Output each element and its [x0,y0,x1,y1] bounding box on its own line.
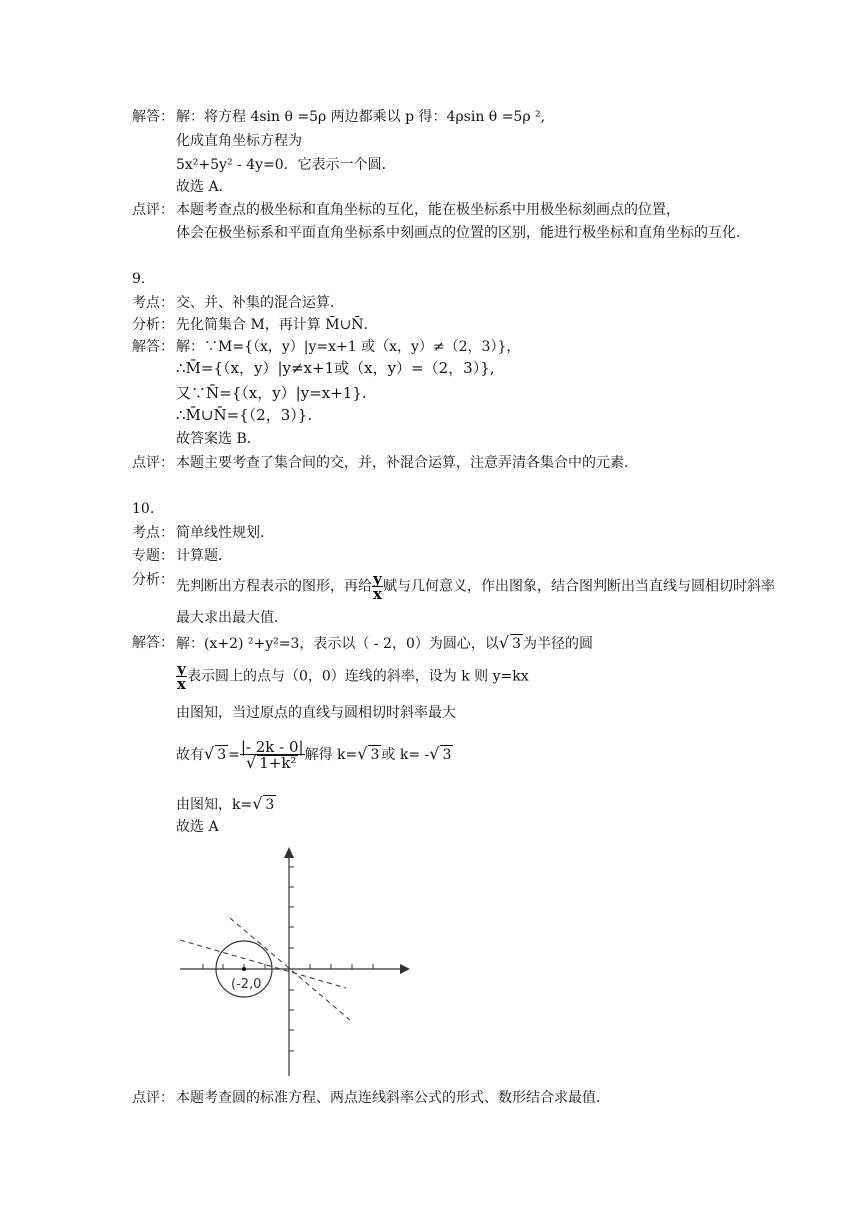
fraction-y-over-x: $\frac{y}{x}$ [373,570,382,603]
subject-label-10: 专题： [132,548,174,564]
answer-line: 由图知，k=√ 3 [176,794,275,813]
tangent-line-shallow [180,940,346,988]
answer-line: 5x²+5y² - 4y=0．它表示一个圆． [176,157,396,173]
x-axis-ticks [203,964,373,969]
answer-line: 解：将方程 4sin θ =5ρ 两边都乘以 p 得：4ρsin θ =5ρ ², [176,109,546,125]
answer-label-8: 解答： [132,109,174,125]
review-text: 本题考查点的极坐标和直角坐标的互化，能在极坐标系中用极坐标刻画点的位置， [176,202,680,218]
problem-number-9: 9. [132,271,146,287]
topic-text: 交、并、补集的混合运算． [176,295,344,311]
analysis-text: 先判断出方程表示的图形，再给 $\frac{y}{x}$ 赋与几何意义，作出图象，结合图判断出当直线与圆相切时斜率 [176,570,775,603]
x-axis-arrow [400,964,410,974]
sqrt-symbol: √ [498,633,510,652]
answer-label-10: 解答： [132,635,174,651]
topic-label-9: 考点： [132,295,174,311]
answer-line: ∴M̄∪N̄={（2，3）}. [176,406,313,424]
y-axis-ticks [289,867,294,1051]
review-label-10: 点评： [132,1090,174,1106]
answer-line: $\frac{y}{x}$ 表示圆上的点与（0，0）连线的斜率，设为 k 则 y=kx [177,660,529,693]
analysis-label-9: 分析： [132,317,174,333]
review-text: 本题考查圆的标准方程、两点连线斜率公式的形式、数形结合求最值． [176,1090,610,1106]
topic-text: 简单线性规划． [176,525,274,541]
circle-center-point [242,967,246,971]
review-text: 本题主要考查了集合间的交，并，补混合运算，注意弄清各集合中的元素． [176,455,638,471]
review-text: 体会在极坐标系和平面直角坐标系中刻画点的位置的区别，能进行极坐标和直角坐标的互化． [176,225,750,241]
answer-line: 化成直角坐标方程为 [176,133,302,149]
fraction-y-over-x: $\frac{y}{x}$ [177,660,186,693]
subject-text: 计算题． [176,548,232,564]
answer-line: ∴M̄={（x，y）|y≠x+1或（x，y）=（2，3）}, [176,359,495,377]
answer-line: 故选 A [176,819,219,835]
review-label-9: 点评： [132,455,174,471]
answer-line: 故选 A． [176,179,233,195]
answer-line: 解：(x+2) ²+y²=3，表示以（ - 2，0）为圆心，以√ 3 为半径的圆 [176,633,593,652]
answer-line: 解：∵M={（x，y）|y=x+1 或（x，y）≠（2，3）}， [176,339,521,355]
tangent-distance-fraction: $\frac{|- 2k - 0|}{\text{√ 1+k²}}$ [240,738,304,772]
answer-line: 又∵N̄={（x，y）|y=x+1}. [176,384,367,402]
y-axis-arrow [284,847,294,858]
analysis-text: 最大求出最大值． [176,610,288,626]
answer-line: 故答案选 B． [176,431,261,447]
analysis-text: 先化简集合 M，再计算 M̄∪N̄. [176,317,369,333]
topic-label-10: 考点： [132,525,174,541]
review-label-8: 点评： [132,202,174,218]
analysis-label-10: 分析： [132,572,174,588]
problem-number-10: 10. [132,501,155,517]
answer-label-9: 解答： [132,339,174,355]
answer-line: 由图知，当过原点的直线与圆相切时斜率最大 [176,705,456,721]
center-point-label: (-2,0 [231,977,262,992]
circle-tangent-figure [170,840,420,1080]
answer-line: 故有√ 3 = $\frac{|- 2k - 0|}{\text{√ 1+k²}}$ 解得 k=√ 3 或 k= -√ 3 [176,738,452,772]
